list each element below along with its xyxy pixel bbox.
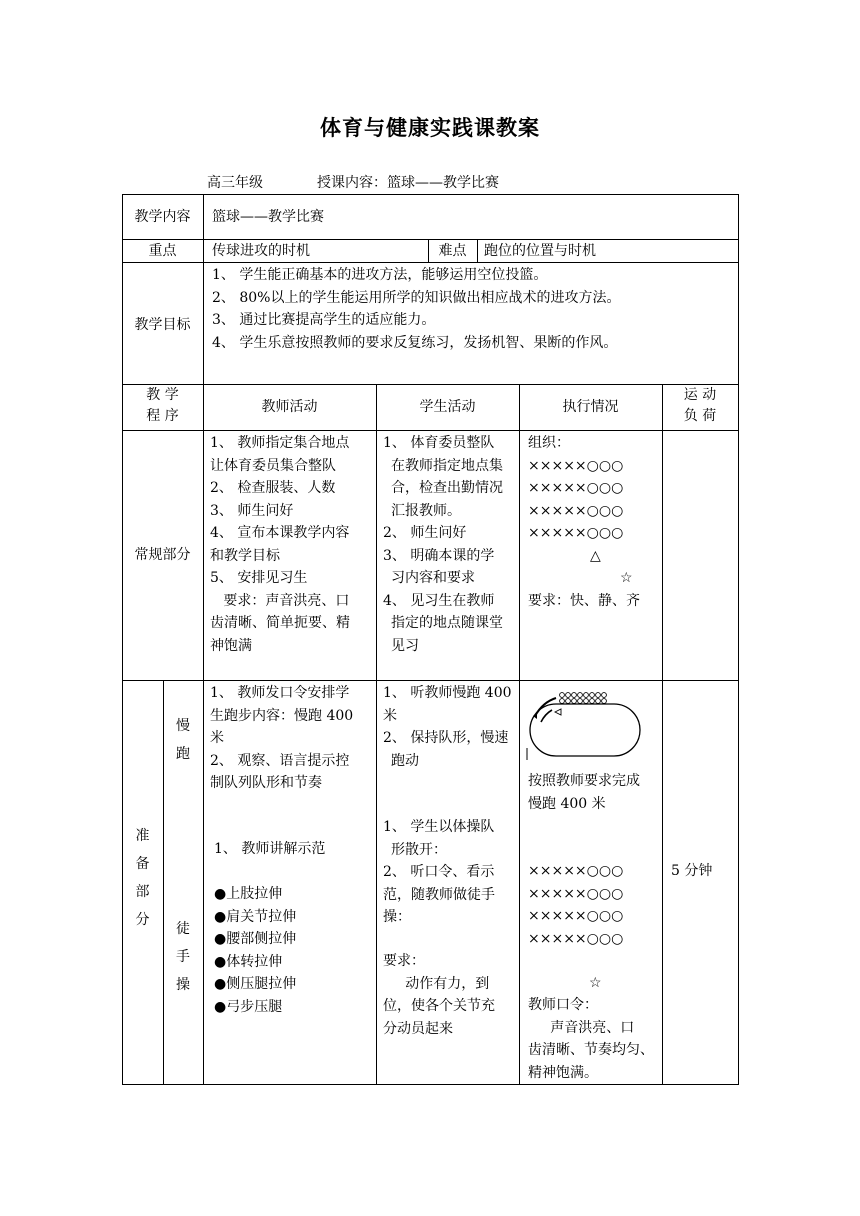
goal-item: 4、 学生乐意按照教师的要求反复练习，发扬机智、果断的作风。 xyxy=(212,334,618,351)
text-line: 神饱满 xyxy=(210,637,252,654)
lesson-info-line xyxy=(207,172,499,192)
text-line: 齿清晰、简单扼要、精 xyxy=(210,615,350,631)
text-line: 3、 明确本课的学 xyxy=(383,547,495,564)
difficulty-label: 难点 xyxy=(438,243,467,259)
key-point-label: 重点 xyxy=(148,243,177,259)
text-line: 见习 xyxy=(391,637,419,654)
prep-teacher-demo xyxy=(214,838,325,861)
text-line: 按照教师要求完成 xyxy=(528,773,640,789)
text-line: 指定的地点随课堂 xyxy=(391,615,503,631)
formation-row: ×××××○○○ xyxy=(528,457,624,474)
goal-item: 1、 学生能正确基本的进攻方法，能够运用空位投篮。 xyxy=(212,267,548,283)
prep-stretch-list xyxy=(214,883,296,1018)
text-line: 1、 学生以体操队 xyxy=(383,819,495,835)
text-line: 精神饱满。 xyxy=(528,1064,598,1081)
stretch-item: ●上肢拉伸 xyxy=(214,886,283,902)
page-title: 体育与健康实践课教案 xyxy=(320,115,540,140)
goal-item: 2、 80%以上的学生能运用所学的知识做出相应战术的进攻方法。 xyxy=(212,289,621,306)
prep-label-char: 备 xyxy=(135,856,150,872)
lesson-content-label: 授课内容：篮球——教学比赛 xyxy=(317,175,499,191)
text-line: 要求：声音洪亮、口 xyxy=(210,592,350,609)
text-line: 范，随教师做徒手 xyxy=(383,886,495,903)
text-line: 让体育委员集合整队 xyxy=(210,457,336,474)
star-marker: ☆ xyxy=(589,975,602,991)
formation-row: ×××××○○○ xyxy=(528,525,624,541)
routine-student xyxy=(383,432,503,657)
text-line: 合，检查出勤情况 xyxy=(391,480,503,496)
header-load xyxy=(662,385,738,427)
stretch-item: ●弓步压腿 xyxy=(214,998,283,1015)
prep-student-requirements xyxy=(383,950,495,1040)
key-point-value: 传球进攻的时机 xyxy=(212,243,310,259)
routine-label: 常规部分 xyxy=(134,547,191,563)
text-line: 制队列队形和节奏 xyxy=(210,775,322,791)
freehand-label-char: 操 xyxy=(176,977,190,993)
content-label: 教学内容 xyxy=(134,209,191,225)
jog-label-char: 慢 xyxy=(176,718,190,734)
triangle-marker: △ xyxy=(590,547,601,564)
text-line: 汇报教师。 xyxy=(391,502,461,519)
text-line: 4、 见习生在教师 xyxy=(383,592,495,609)
text-line: 1、 听教师慢跑 400 xyxy=(383,685,512,701)
prep-exec-formation xyxy=(528,860,623,950)
text-line: 2、 听口令、看示 xyxy=(383,864,495,880)
freehand-exercise-label xyxy=(163,915,203,999)
text-line: 跑动 xyxy=(391,752,419,769)
running-track-diagram xyxy=(525,686,645,764)
text-line: 生跑步内容：慢跑 400 xyxy=(210,707,354,724)
grade-label: 高三年级 xyxy=(207,175,263,191)
header-procedure-line: 教 学 xyxy=(146,387,179,403)
prep-student-jog xyxy=(383,682,512,772)
text-line: 在教师指定地点集 xyxy=(391,457,503,474)
header-procedure-line: 程 序 xyxy=(146,408,179,424)
text-line: 操： xyxy=(383,909,411,925)
prep-label xyxy=(122,822,163,934)
text-line: 动作有力，到 xyxy=(383,975,490,992)
text-line: 2、 观察、语言提示控 xyxy=(210,752,350,769)
text-line: 习内容和要求 xyxy=(391,570,475,586)
text-line: 要求： xyxy=(383,953,425,969)
prep-load-value: 5 分钟 xyxy=(671,863,713,879)
text-line: 4、 宣布本课教学内容 xyxy=(210,525,350,541)
prep-exec-command xyxy=(528,994,654,1084)
formation-row: ×××××○○○ xyxy=(528,930,624,947)
goals-list xyxy=(212,264,620,354)
freehand-label-char: 手 xyxy=(176,949,190,965)
text-line: 1、 教师发口令安排学 xyxy=(210,685,350,701)
header-execution: 执行情况 xyxy=(562,399,619,415)
prep-exec-jog xyxy=(528,770,640,815)
goals-label: 教学目标 xyxy=(134,317,191,333)
header-procedure xyxy=(122,385,203,427)
prep-student-exercise xyxy=(383,816,495,929)
difficulty-value: 跑位的位置与时机 xyxy=(484,243,596,259)
goal-item: 3、 通过比赛提高学生的适应能力。 xyxy=(212,312,436,328)
text-line: 要求：快、静、齐 xyxy=(528,592,640,609)
routine-execution xyxy=(528,432,640,612)
prep-label-char: 准 xyxy=(135,828,150,844)
text-line: 慢跑 400 米 xyxy=(528,795,606,812)
text-line: 和教学目标 xyxy=(210,547,280,564)
jog-label xyxy=(163,712,203,768)
prep-label-char: 部 xyxy=(135,884,150,900)
text-line: 位，使各个关节充 xyxy=(383,998,495,1014)
formation-row: ×××××○○○ xyxy=(528,480,624,496)
text-line: 2、 师生问好 xyxy=(383,525,467,541)
header-student: 学生活动 xyxy=(419,399,476,415)
stretch-item: ●腰部侧拉伸 xyxy=(214,931,297,947)
text-line: 形散开： xyxy=(391,841,447,858)
text-line: 5、 安排见习生 xyxy=(210,570,308,586)
text-line: 1、 体育委员整队 xyxy=(383,435,495,451)
text-line: 1、 教师指定集合地点 xyxy=(210,435,350,451)
text-line: 3、 师生问好 xyxy=(210,502,294,519)
jog-label-char: 跑 xyxy=(176,746,190,762)
content-value: 篮球——教学比赛 xyxy=(212,209,324,225)
text-line: 组织： xyxy=(528,435,570,451)
formation-row: ×××××○○○ xyxy=(528,908,624,924)
formation-row: ×××××○○○ xyxy=(528,885,624,902)
text-line: 教师口令： xyxy=(528,997,598,1013)
text-line: 2、 保持队形，慢速 xyxy=(383,730,509,746)
freehand-label-char: 徒 xyxy=(176,921,190,937)
header-load-line: 运 动 xyxy=(683,387,717,403)
stretch-item: ●侧压腿拉伸 xyxy=(214,976,297,992)
stretch-item: ●肩关节拉伸 xyxy=(214,908,297,925)
text-line: 分动员起来 xyxy=(383,1020,453,1037)
text-line: 1、 教师讲解示范 xyxy=(214,841,326,857)
text-line: 米 xyxy=(383,707,397,724)
text-line: 声音洪亮、口 xyxy=(528,1019,635,1036)
prep-teacher-jog xyxy=(210,682,353,795)
text-line: 齿清晰、节奏均匀、 xyxy=(528,1042,654,1058)
formation-row: ×××××○○○ xyxy=(528,863,624,879)
stretch-item: ●体转拉伸 xyxy=(214,953,283,970)
text-line: 米 xyxy=(210,730,224,746)
header-teacher: 教师活动 xyxy=(261,399,318,415)
text-line: 2、 检查服装、人数 xyxy=(210,480,336,496)
star-marker: ☆ xyxy=(620,570,633,586)
prep-label-char: 分 xyxy=(135,912,150,928)
routine-teacher xyxy=(210,432,350,657)
formation-row: ×××××○○○ xyxy=(528,502,624,519)
header-load-line: 负 荷 xyxy=(683,408,717,424)
